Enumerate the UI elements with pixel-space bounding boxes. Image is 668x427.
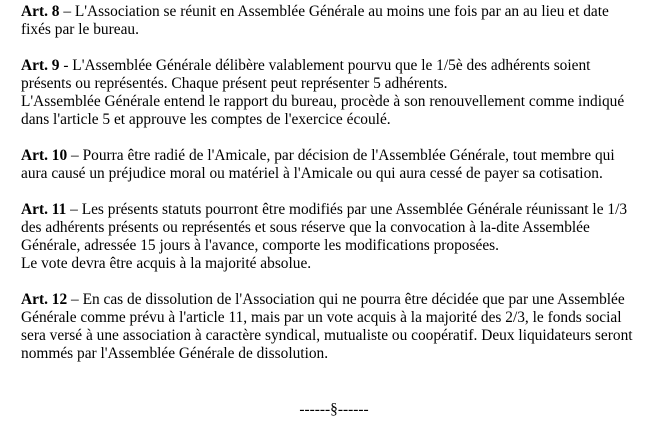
article-line: dans l'article 5 et approuve les comptes de l'exercice écoulé. xyxy=(21,111,391,128)
article-text: Les présents statuts pourront être modifiés par une Assemblée Générale réunissant le 1/3 xyxy=(81,201,628,218)
article-line: des adhérents présents ou représentés et sous réserve que la convocation à la-dite Assemblée xyxy=(21,219,590,236)
article-line: sera versé à une association à caractère syndical, mutualiste ou coopératif. Deux liquidateurs seront xyxy=(21,327,633,344)
document-body xyxy=(21,3,661,381)
article-number: Art. 8 xyxy=(21,3,60,20)
article-line: Générale, adressée 15 jours à l'avance, comporte les modifications proposées. xyxy=(21,237,499,254)
section-end-marker: ------§------ xyxy=(299,401,369,418)
article-line xyxy=(21,57,661,75)
article-line xyxy=(21,3,661,21)
article-separator: - xyxy=(59,57,73,74)
article-line: Générale comme prévu à l'article 11, mais par un vote acquis à la majorité des 2/3, le fonds social xyxy=(21,309,622,326)
article-line xyxy=(21,201,661,219)
article-number: Art. 12 xyxy=(21,291,68,308)
article-9 xyxy=(21,57,661,129)
article-text: En cas de dissolution de l'Association qui ne pourra être décidée que par une Assemblée xyxy=(82,291,625,308)
article-line: fixés par le bureau. xyxy=(21,21,139,38)
article-8 xyxy=(21,3,661,39)
article-text: Pourra être radié de l'Amicale, par décision de l'Assemblée Générale, tout membre qui xyxy=(82,147,615,164)
article-line: aura causé un préjudice moral ou matériel à l'Amicale ou qui aura cessé de payer sa cotisation. xyxy=(21,165,603,182)
article-separator: – xyxy=(59,3,75,20)
article-separator: – xyxy=(66,201,82,218)
article-number: Art. 9 xyxy=(21,57,60,74)
article-line xyxy=(21,291,661,309)
article-10 xyxy=(21,147,661,183)
article-line: présents ou représentés. Chaque présent peut représenter 5 adhérents. xyxy=(21,75,448,92)
article-number: Art. 10 xyxy=(21,147,68,164)
article-11 xyxy=(21,201,661,273)
article-text: L'Association se réunit en Assemblée Générale au moins une fois par an au lieu et date xyxy=(74,3,609,20)
article-line xyxy=(21,147,661,165)
article-number: Art. 11 xyxy=(21,201,67,218)
article-line: L'Assemblée Générale entend le rapport du bureau, procède à son renouvellement comme indiqué xyxy=(21,93,625,110)
article-separator: – xyxy=(67,291,83,308)
article-line: nommés par l'Assemblée Générale de dissolution. xyxy=(21,345,329,362)
article-12 xyxy=(21,291,661,363)
article-separator: – xyxy=(67,147,83,164)
article-line: Le vote devra être acquis à la majorité absolue. xyxy=(21,255,312,272)
article-text: L'Assemblée Générale délibère valablement pourvu que le 1/5è des adhérents soient xyxy=(72,57,591,74)
